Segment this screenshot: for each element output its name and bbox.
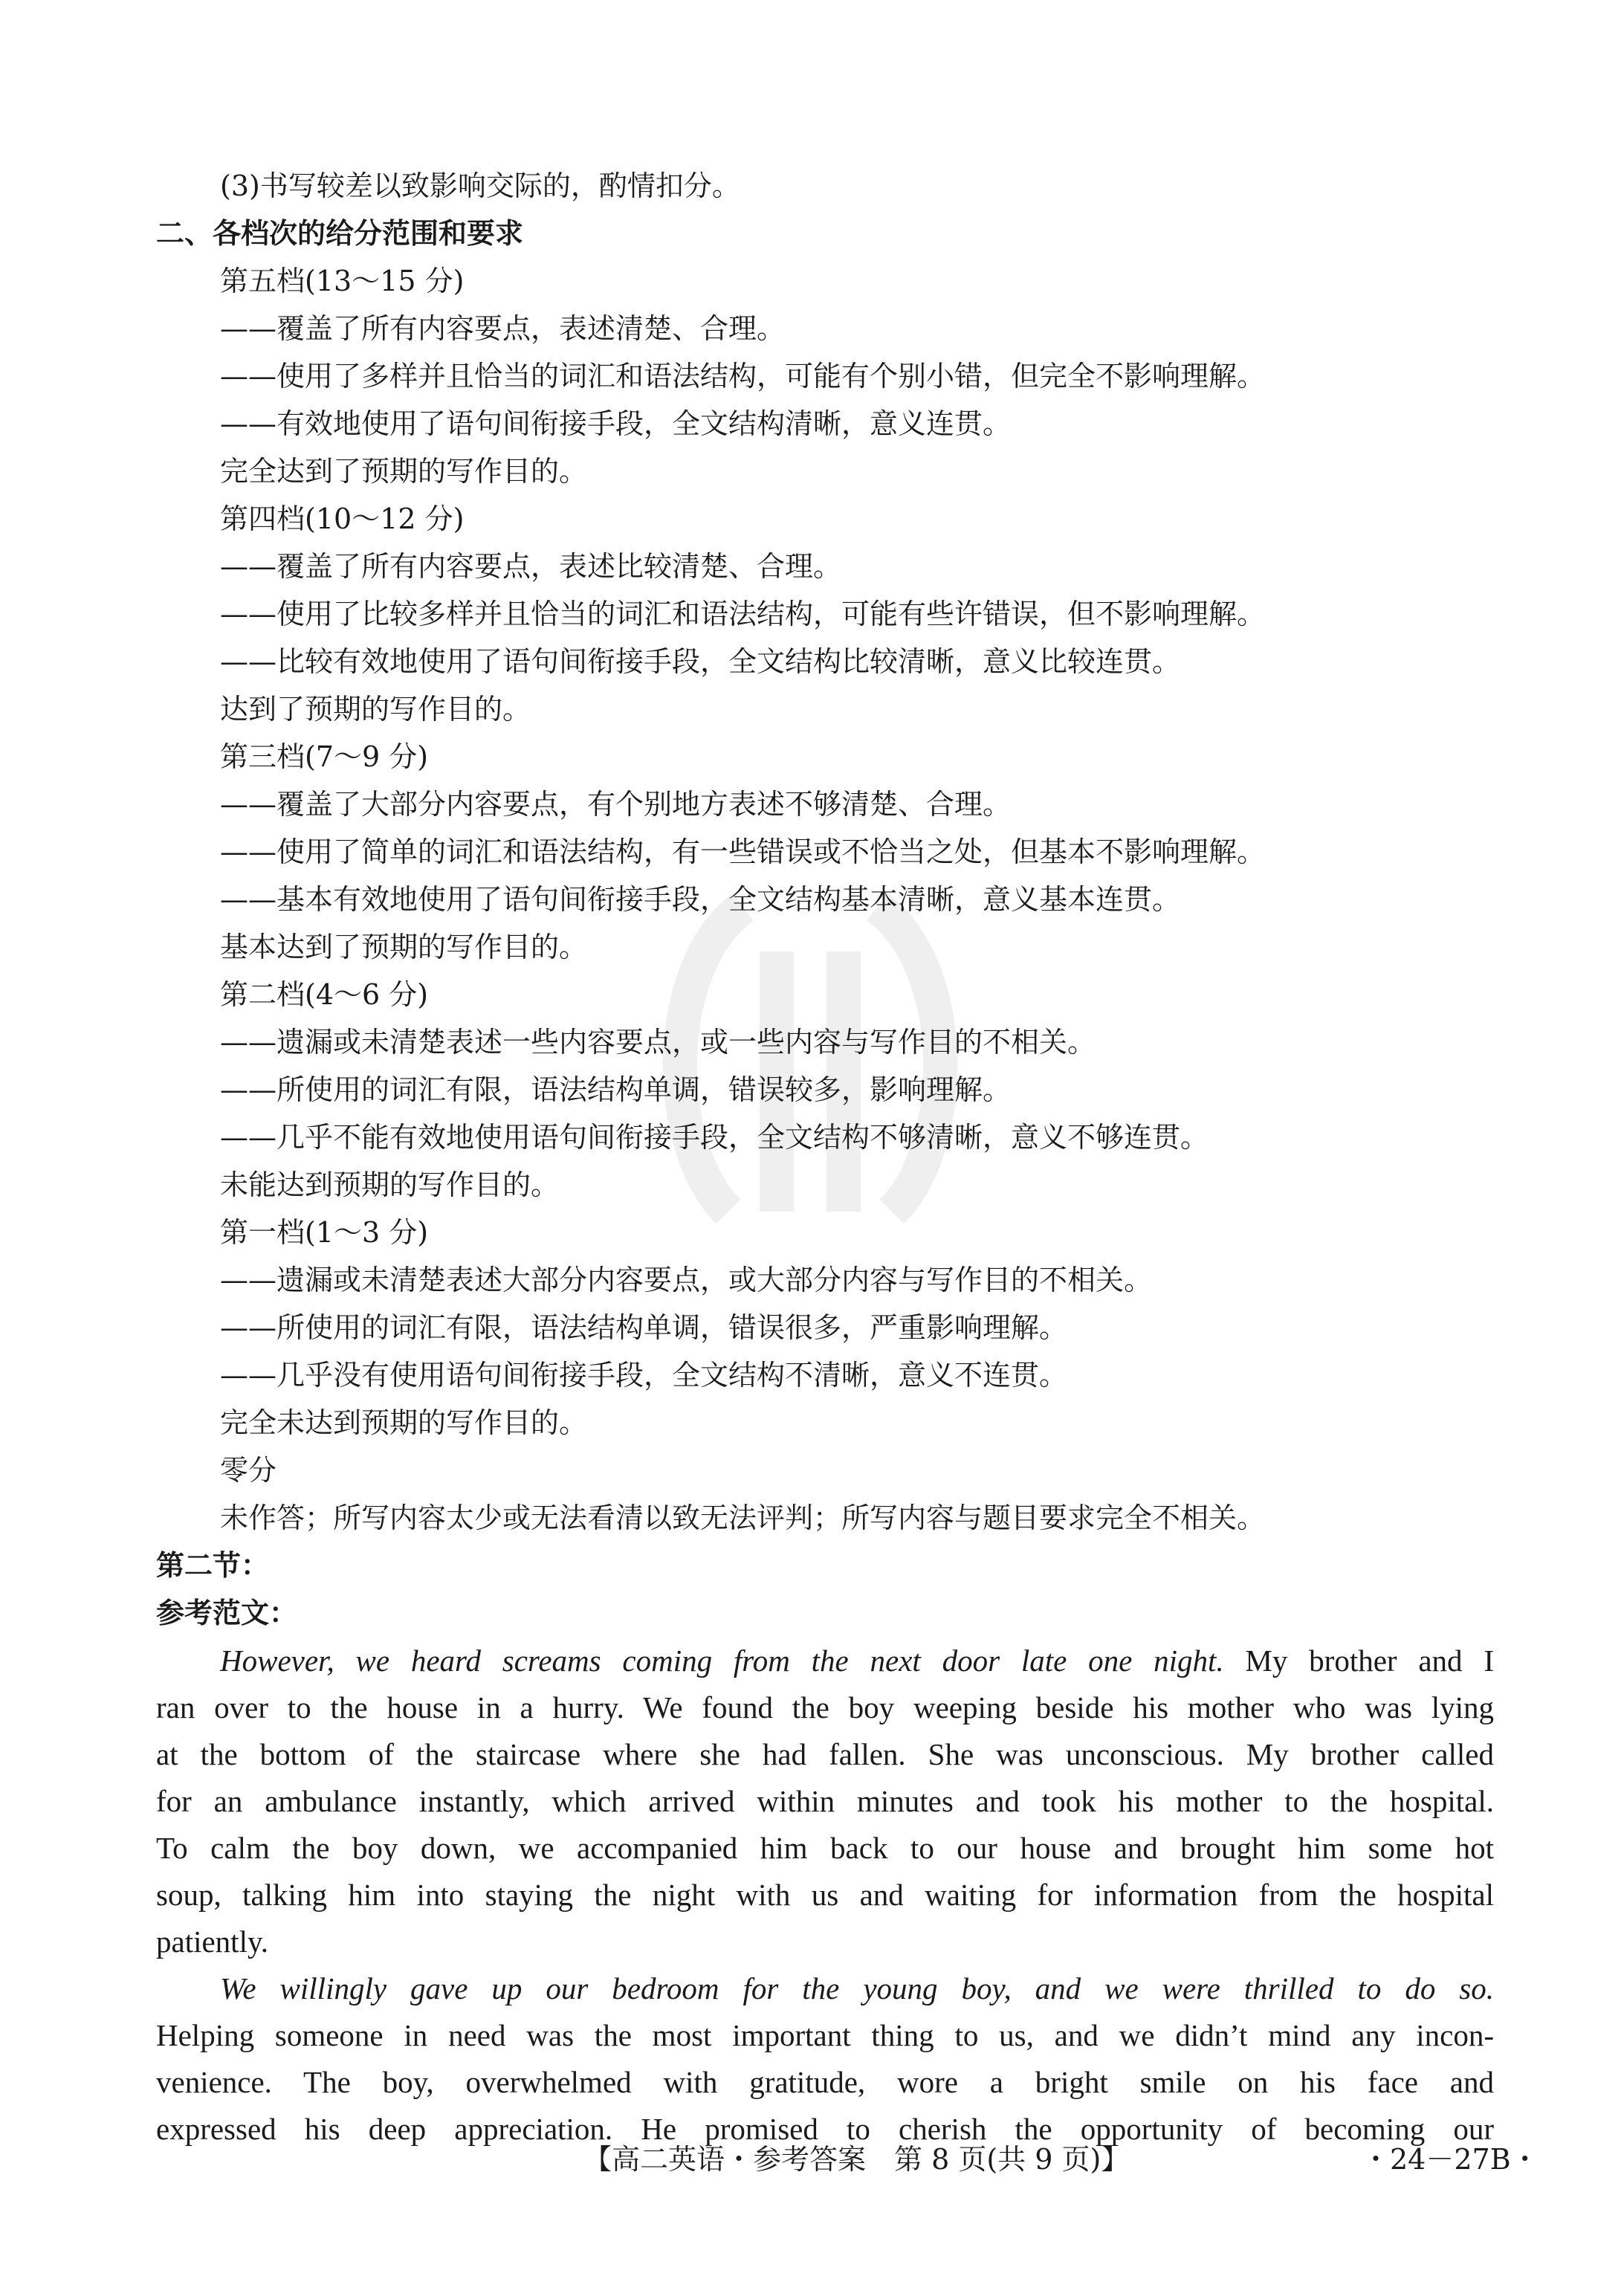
- criterion-item: ——覆盖了所有内容要点，表述清楚、合理。: [220, 312, 786, 345]
- criterion-item: ——使用了多样并且恰当的词汇和语法结构，可能有个别小错，但完全不影响理解。: [220, 360, 1266, 392]
- criterion-item: ——基本有效地使用了语句间衔接手段，全文结构基本清晰，意义基本连贯。: [220, 883, 1181, 916]
- section-heading: 二、各档次的给分范围和要求: [156, 217, 524, 250]
- criterion-item: ——有效地使用了语句间衔接手段，全文结构清晰，意义连贯。: [220, 407, 1012, 440]
- criterion-item: ——所使用的词汇有限，语法结构单调，错误较多，影响理解。: [220, 1073, 1012, 1106]
- model-essay: [156, 1638, 1494, 2153]
- essay-line: expressed his deep appreciation. He promised to cherish the opportunity of becoming our: [156, 2112, 1494, 2146]
- essay-line: soup, talking him into staying the night with us and waiting for information from the hospital: [156, 1878, 1494, 1912]
- essay-line: for an ambulance instantly, which arrived within minutes and took his mother to the hospital.: [156, 1784, 1494, 1818]
- essay-line: patiently.: [156, 1924, 269, 1959]
- text-line: (3)书写较差以致影响交际的，酌情扣分。: [220, 169, 740, 202]
- criterion-item: ——使用了比较多样并且恰当的词汇和语法结构，可能有些许错误，但不影响理解。: [220, 598, 1266, 630]
- criterion-item: ——几乎没有使用语句间衔接手段，全文结构不清晰，意义不连贯。: [220, 1359, 1068, 1391]
- grade-level-title: 第二档(4～6 分): [220, 978, 429, 1011]
- essay-line: at the bottom of the staircase where she had fallen. She was unconscious. My brother called: [156, 1737, 1494, 1771]
- criterion-item: ——覆盖了所有内容要点，表述比较清楚、合理。: [220, 550, 842, 583]
- essay-line: Helping someone in need was the most important thing to us, and we didn’t mind any incon-: [156, 2018, 1494, 2052]
- essay-italic-lead: However, we heard screams coming from the next door late one night.: [220, 1643, 1224, 1678]
- grade-level-title: 第一档(1～3 分): [220, 1216, 429, 1249]
- section-heading: 参考范文：: [156, 1597, 298, 1629]
- essay-line: ran over to the house in a hurry. We found the boy weeping beside his mother who was lying: [156, 1690, 1494, 1725]
- criterion-item: ——几乎不能有效地使用语句间衔接手段，全文结构不够清晰，意义不够连贯。: [220, 1121, 1209, 1154]
- criterion-item: ——遗漏或未清楚表述一些内容要点，或一些内容与写作目的不相关。: [220, 1026, 1096, 1058]
- essay-line: However, we heard screams coming from the next door late one night. My brother and I: [220, 1643, 1494, 1678]
- grade-level-title: 第五档(13～15 分): [220, 265, 465, 297]
- text-line: 未能达到预期的写作目的。: [220, 1169, 560, 1201]
- section-heading: 第二节：: [156, 1549, 270, 1582]
- essay-italic-lead: We willingly gave up our bedroom for the young boy, and we were thrilled to do so.: [220, 1971, 1494, 2005]
- page-code: ・24－27B・: [1362, 2143, 1539, 2176]
- criterion-item: ——所使用的词汇有限，语法结构单调，错误很多，严重影响理解。: [220, 1311, 1068, 1344]
- grade-level-title: 零分: [220, 1454, 277, 1487]
- essay-line: venience. The boy, overwhelmed with gratitude, wore a bright smile on his face and: [156, 2065, 1494, 2099]
- essay-line: To calm the boy down, we accompanied him back to our house and brought him some hot: [156, 1831, 1494, 1865]
- page-footer: 【高二英语・参考答案 第 8 页(共 9 页)】: [583, 2143, 1130, 2176]
- grade-level-title: 第三档(7～9 分): [220, 740, 429, 773]
- text-line: 完全未达到预期的写作目的。: [220, 1406, 588, 1439]
- text-line: 达到了预期的写作目的。: [220, 693, 531, 725]
- text-line: 基本达到了预期的写作目的。: [220, 931, 588, 963]
- grade-level-title: 第四档(10～12 分): [220, 502, 465, 535]
- criterion-item: ——遗漏或未清楚表述大部分内容要点，或大部分内容与写作目的不相关。: [220, 1264, 1153, 1296]
- text-line: 完全达到了预期的写作目的。: [220, 455, 588, 488]
- criterion-item: ——使用了简单的词汇和语法结构，有一些错误或不恰当之处，但基本不影响理解。: [220, 835, 1266, 868]
- text-line: 未作答；所写内容太少或无法看清以致无法评判；所写内容与题目要求完全不相关。: [220, 1502, 1266, 1534]
- criterion-item: ——比较有效地使用了语句间衔接手段，全文结构比较清晰，意义比较连贯。: [220, 645, 1181, 678]
- criterion-item: ——覆盖了大部分内容要点，有个别地方表述不够清楚、合理。: [220, 788, 1012, 821]
